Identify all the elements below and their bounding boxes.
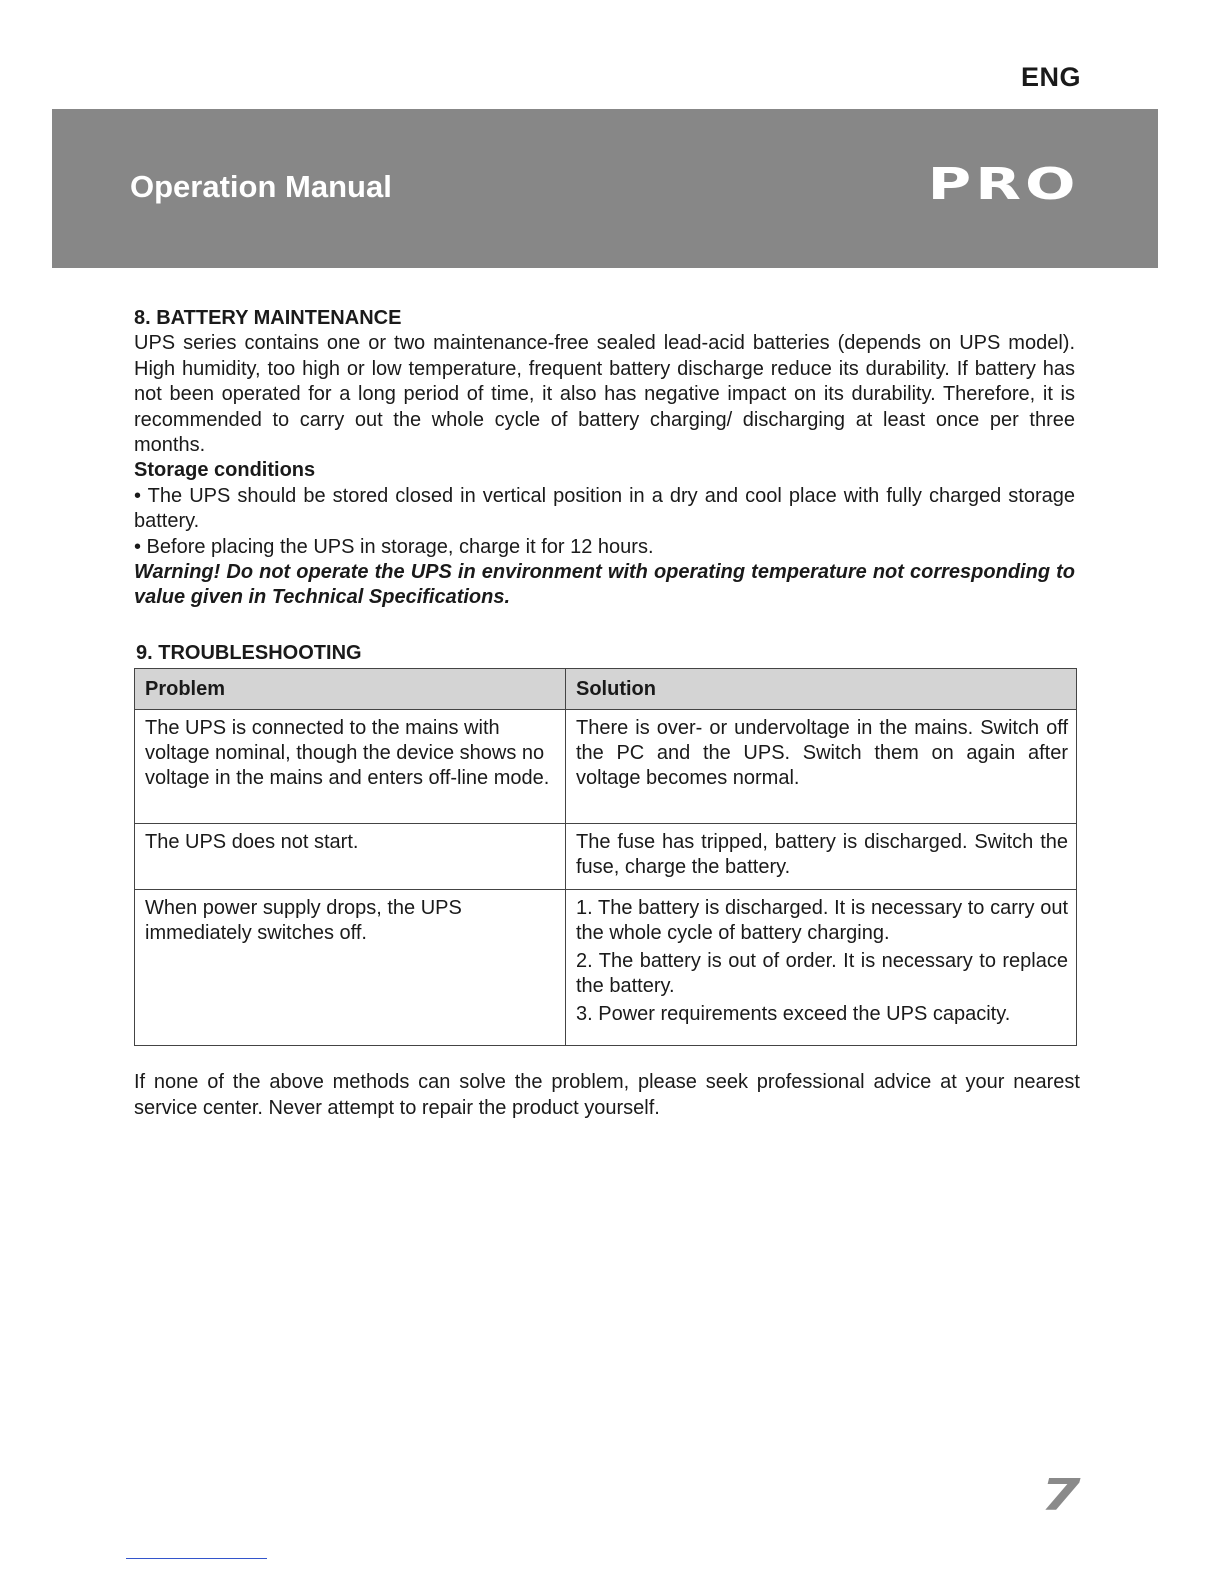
solution-text: 3. Power requirements exceed the UPS capacity. — [576, 1003, 1011, 1025]
troubleshooting-table — [134, 668, 1077, 1046]
column-header-problem: Problem — [135, 669, 566, 710]
troubleshooting-section — [134, 640, 1077, 1046]
solution-text: 1. The battery is discharged. It is necessary to carry out the whole cycle of battery charging. — [576, 897, 1068, 944]
solution-text: 2. The battery is out of order. It is necessary to replace the battery. — [576, 950, 1068, 997]
table-row — [135, 890, 1077, 1046]
solution-cell — [566, 710, 1077, 824]
brand-logo: PRO — [928, 159, 1080, 210]
solution-text: There is over- or undervoltage in the mains. Switch off the PC and the UPS. Switch them on again after voltage becomes normal. — [576, 717, 1068, 789]
header-banner — [52, 109, 1158, 268]
table-header-row — [135, 669, 1077, 710]
section-heading-battery: 8. BATTERY MAINTENANCE — [134, 307, 402, 329]
page-number: 7 — [1041, 1470, 1081, 1521]
section-heading-troubleshooting: 9. TROUBLESHOOTING — [136, 642, 362, 664]
solution-cell — [566, 824, 1077, 890]
closing-paragraph: If none of the above methods can solve the problem, please seek professional advice at your nearest service center. Never attempt to repair the product yourself. — [134, 1071, 1080, 1119]
problem-cell: The UPS does not start. — [135, 824, 566, 890]
storage-bullet: • Before placing the UPS in storage, charge it for 12 hours. — [134, 535, 654, 558]
language-label: ENG — [1020, 62, 1081, 92]
storage-bullet: • The UPS should be stored closed in vertical position in a dry and cool place with fully charged storage battery. — [134, 484, 1075, 533]
solution-text: The fuse has tripped, battery is discharged. Switch the fuse, charge the battery. — [576, 831, 1068, 878]
storage-conditions-heading: Storage conditions — [134, 459, 316, 482]
battery-intro-paragraph: UPS series contains one or two maintenance-free sealed lead-acid batteries (depends on UPS model). High humidity, too high or low temperature, frequent battery discharge reduce its durability. If battery has not been operated for a long period of time, it also has negative impact on its durability. Therefore, it is recommended to carry out the whole cycle of battery charging/ discharging at least once per three months. — [134, 332, 1075, 457]
table-row — [135, 710, 1077, 824]
footer-divider — [126, 1558, 267, 1559]
solution-cell — [566, 890, 1077, 1046]
column-header-solution: Solution — [566, 669, 1077, 710]
problem-cell: The UPS is connected to the mains with voltage nominal, though the device shows no voltage in the mains and enters off-line mode. — [135, 710, 566, 824]
problem-cell: When power supply drops, the UPS immediately switches off. — [135, 890, 566, 1046]
warning-text: Warning! Do not operate the UPS in environment with operating temperature not corresponding to value given in Technical Specifications. — [134, 561, 1075, 609]
battery-maintenance-section — [134, 306, 1075, 611]
table-row — [135, 824, 1077, 890]
manual-title: Operation Manual — [130, 169, 392, 204]
